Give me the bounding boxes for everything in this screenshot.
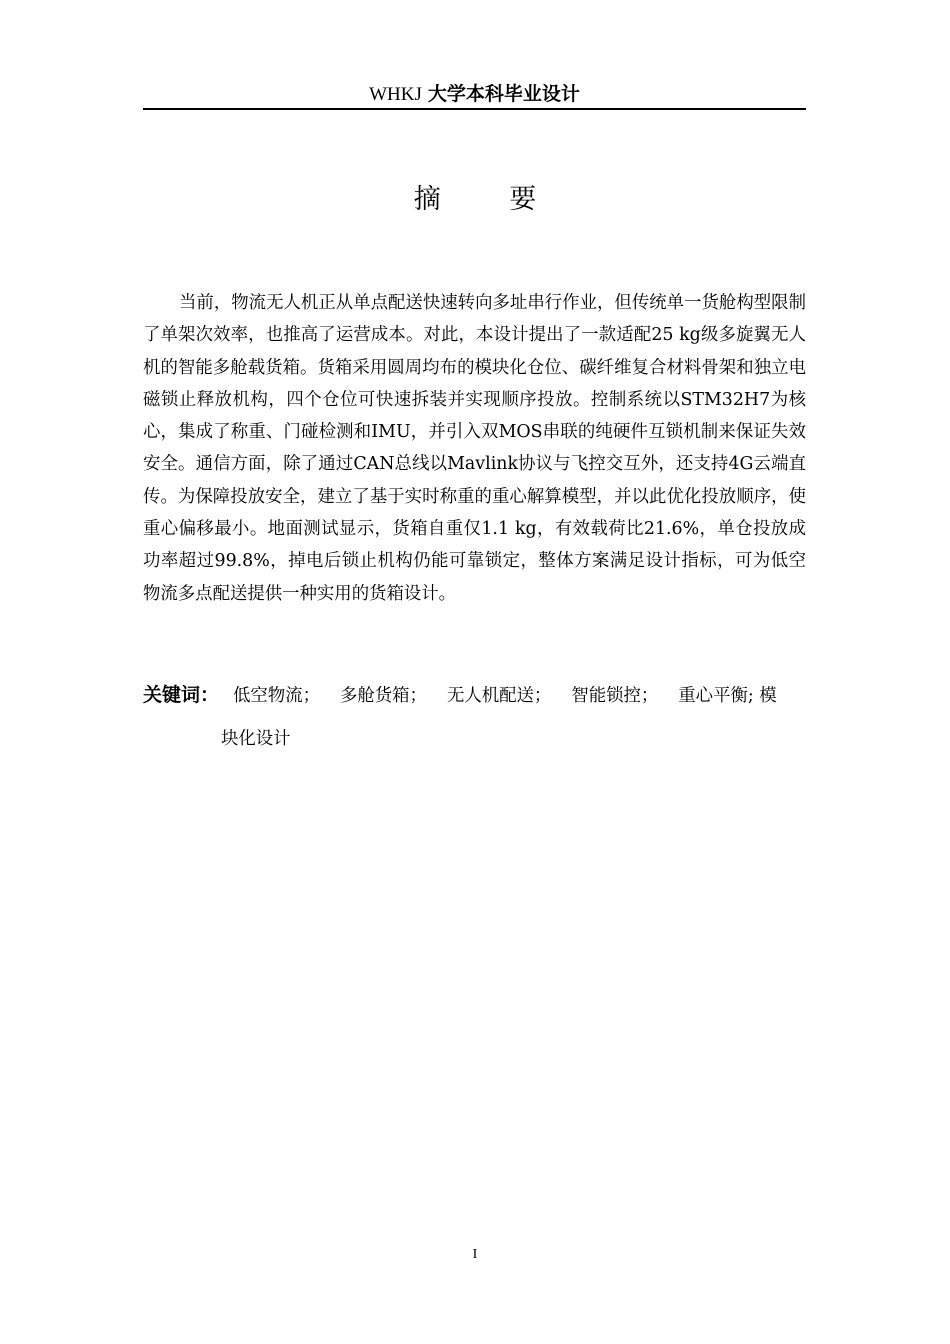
page-number: I [472,1247,478,1262]
keyword-item: 重心平衡; 模 [678,686,777,706]
keywords-section [143,674,806,761]
keyword-item: 无人机配送； [446,686,552,706]
keyword-item: 多舱货箱； [339,686,427,706]
keyword-item: 低空物流； [233,686,320,706]
page-title: 摘 要 [413,184,567,215]
header-school-code: WHKJ [369,84,422,105]
header-title: 大学本科毕业设计 [427,83,580,105]
keywords-label: 关键词： [143,684,220,706]
abstract-body: 当前，物流无人机正从单点配送快速转向多址串行作业，但传统单一货舱构型限制了单架次效率，也推高了运营成本。对此，本设计提出了一款适配25 kg级多旋翼无人机的智能多舱载货箱。货箱采用圆周均布的模块化仓位、碳纤维复合材料骨架和独立电磁锁止释放机构，四个仓位可快速拆装并实现顺序投放。控制系统以STM32H7为核心，集成了称重、门碰检测和IMU，并引入双MOS串联的纯硬件互锁机制来保证失效安全。通信方面，除了通过CAN总线以Mavlink协议与飞控交互外，还支持4G云端直传。为保障投放安全，建立了基于实时称重的重心解算模型，并以此优化投放顺序，使重心偏移最小。地面测试显示，货箱自重仅1.1 kg，有效载荷比21.6%，单仓投放成功率超过99.8%，掉电后锁止机构仍能可靠锁定，整体方案满足设计指标，可为低空物流多点配送提供一种实用的货箱设计。 [143,293,806,604]
keywords-continuation: 块化设计 [221,729,291,749]
page-header [143,80,806,110]
keyword-item: 智能锁控； [571,686,659,706]
keywords-line [143,674,806,718]
